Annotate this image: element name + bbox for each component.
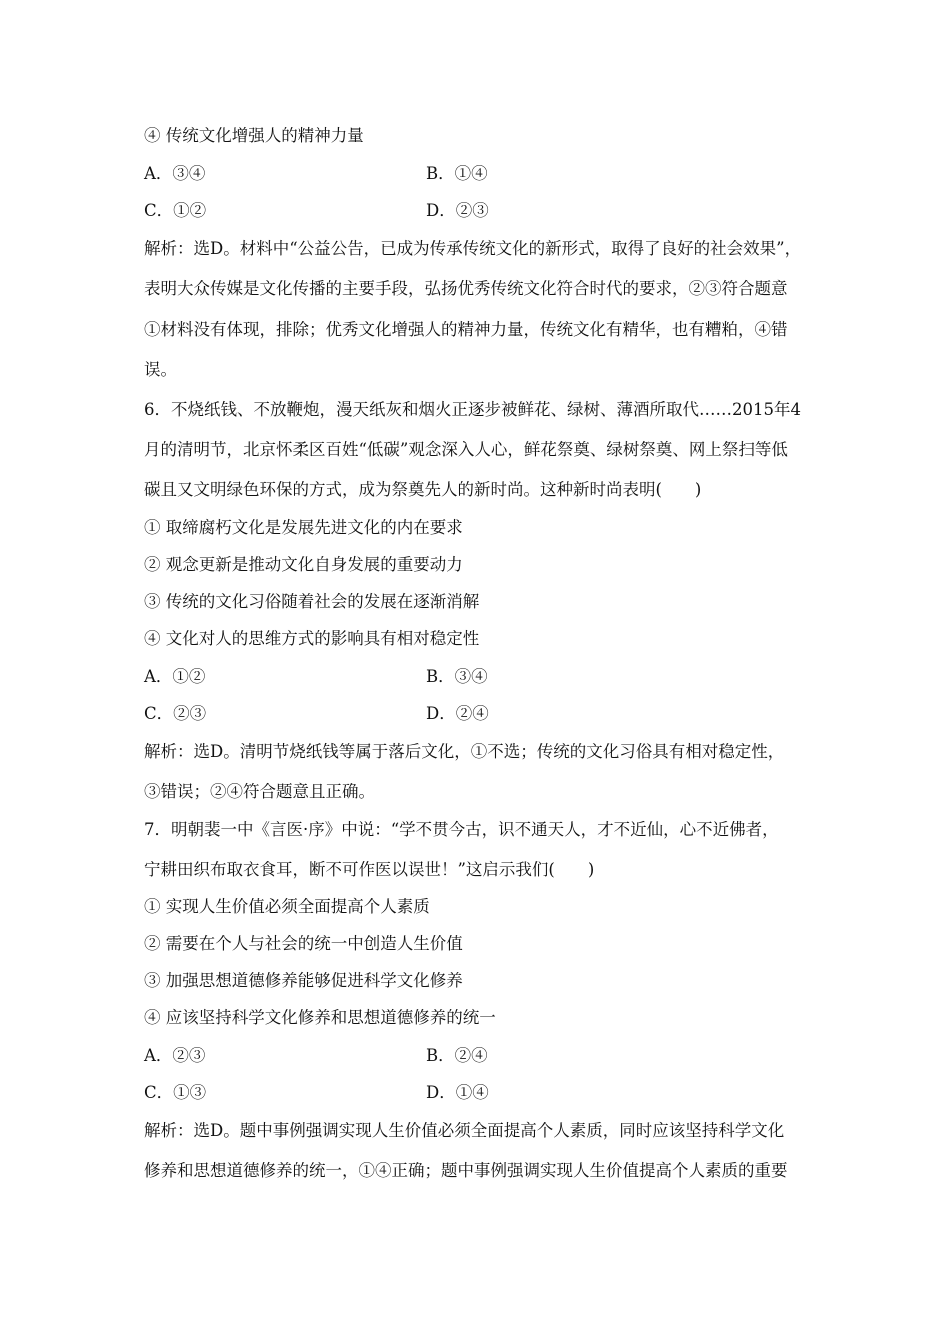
q6-item-1: ① 取缔腐朽文化是发展先进文化的内在要求 xyxy=(144,518,463,537)
q6-stem-line: 月的清明节，北京怀柔区百姓“低碳”观念深入人心，鲜花祭奠、绿树祭奠、网上祭扫等低 xyxy=(144,440,788,459)
q6-analysis-line: ③错误；②④符合题意且正确。 xyxy=(144,782,375,801)
q7-analysis-line: 解析：选D。题中事例强调实现人生价值必须全面提高个人素质，同时应该坚持科学文化 xyxy=(144,1121,785,1140)
q6-stem-line: 碳且又文明绿色环保的方式，成为祭奠先人的新时尚。这种新时尚表明( ) xyxy=(144,480,702,499)
q7-option-d: D．①④ xyxy=(426,1083,489,1102)
q6-item-2: ② 观念更新是推动文化自身发展的重要动力 xyxy=(144,555,463,574)
q5-analysis-line: 误。 xyxy=(144,360,177,379)
q5-analysis-line: 表明大众传媒是文化传播的主要手段，弘扬优秀传统文化符合时代的要求，②③符合题意 xyxy=(144,279,788,298)
q7-option-b: B．②④ xyxy=(426,1046,488,1065)
q5-option-c: C．①② xyxy=(144,201,207,220)
q5-option-a: A．③④ xyxy=(144,164,206,183)
q7-option-c: C．①③ xyxy=(144,1083,207,1102)
q6-option-c: C．②③ xyxy=(144,704,207,723)
q5-option-b: B．①④ xyxy=(426,164,488,183)
q5-option-d: D．②③ xyxy=(426,201,489,220)
q7-analysis-line: 修养和思想道德修养的统一，①④正确；题中事例强调实现人生价值提高个人素质的重要 xyxy=(144,1161,788,1180)
q6-analysis-line: 解析：选D。清明节烧纸钱等属于落后文化，①不选；传统的文化习俗具有相对稳定性， xyxy=(144,742,785,761)
q7-item-3: ③ 加强思想道德修养能够促进科学文化修养 xyxy=(144,971,463,990)
q6-option-b: B．③④ xyxy=(426,667,488,686)
q6-option-d: D．②④ xyxy=(426,704,489,723)
q6-item-3: ③ 传统的文化习俗随着社会的发展在逐渐消解 xyxy=(144,592,480,611)
q5-analysis-line: 解析：选D。材料中“公益公告，已成为传承传统文化的新形式，取得了良好的社会效果”， xyxy=(144,239,802,258)
q5-item-4: ④ 传统文化增强人的精神力量 xyxy=(144,126,364,145)
q7-item-2: ② 需要在个人与社会的统一中创造人生价值 xyxy=(144,934,463,953)
q7-option-a: A．②③ xyxy=(144,1046,206,1065)
q5-analysis-line: ①材料没有体现，排除；优秀文化增强人的精神力量，传统文化有精华，也有糟粕，④错 xyxy=(144,320,788,339)
q7-item-4: ④ 应该坚持科学文化修养和思想道德修养的统一 xyxy=(144,1008,496,1027)
q6-stem-line: 6．不烧纸钱、不放鞭炮，漫天纸灰和烟火正逐步被鲜花、绿树、薄酒所取代……2015年4 xyxy=(144,400,801,419)
q6-option-a: A．①② xyxy=(144,667,206,686)
q7-item-1: ① 实现人生价值必须全面提高个人素质 xyxy=(144,897,430,916)
q6-item-4: ④ 文化对人的思维方式的影响具有相对稳定性 xyxy=(144,629,480,648)
q7-stem-line: 宁耕田织布取衣食耳，断不可作医以误世！”这启示我们( ) xyxy=(144,860,595,879)
q7-stem-line: 7．明朝裴一中《言医·序》中说：“学不贯今古，识不通天人，才不近仙，心不近佛者， xyxy=(144,820,779,839)
